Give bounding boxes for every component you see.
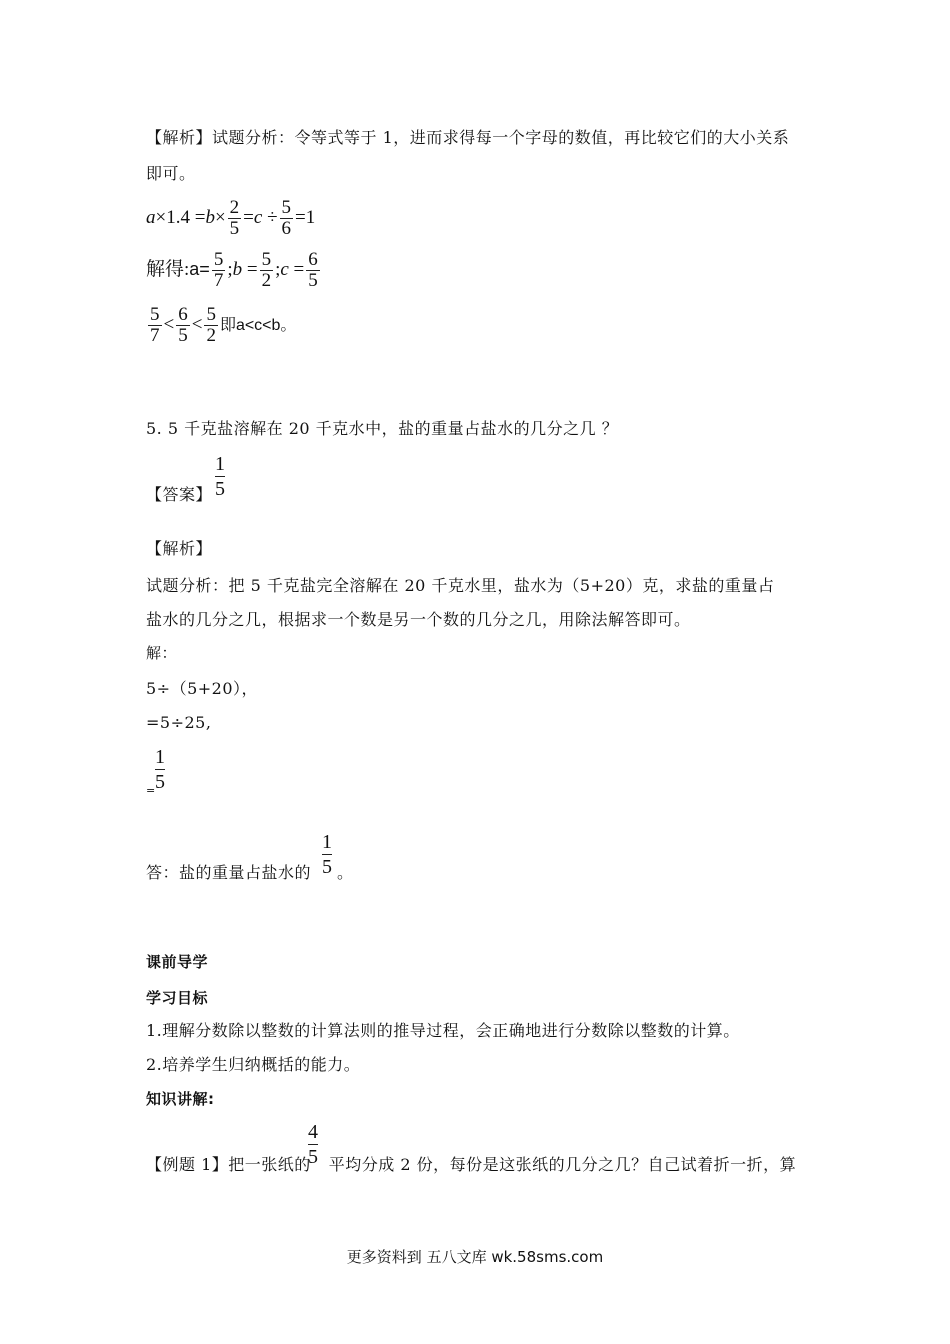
solution-fraction: 1 5	[155, 746, 165, 793]
question-5: 5. 5 千克盐溶解在 20 千克水中，盐的重量占盐水的几分之几 ？	[146, 419, 619, 438]
fraction-5-6: $\frac{5}{6}$	[281, 197, 291, 239]
fraction-2-5: $\frac{2}{5}$	[229, 197, 240, 239]
example-fraction: 4 5	[308, 1121, 318, 1168]
solution-label: 解：	[146, 644, 178, 662]
analysis-text-1: 试题分析：把 5 千克盐完全溶解在 20 千克水里，盐水为（5+20）克，求盐的重量占	[146, 576, 775, 595]
section-title: 课前导学	[146, 953, 209, 971]
goal-2: 2.培养学生归纳概括的能力。	[146, 1055, 361, 1074]
goal-1: 1.理解分数除以整数的计算法则的推导过程，会正确地进行分数除以整数的计算。	[146, 1021, 740, 1040]
final-answer: 答：盐的重量占盐水的 。	[146, 863, 354, 882]
analysis-line-2: 即可。	[146, 164, 196, 183]
goals-title: 学习目标	[146, 989, 209, 1007]
example-1: 【例题 1】把一张纸的 平均分成 2 份，每份是这张纸的几分之几？自己试着折一折，算	[146, 1155, 797, 1174]
solution-step-1: 5÷（5+20），	[146, 679, 259, 698]
solution-step-3-eq: =	[146, 784, 156, 797]
analysis-text-2: 盐水的几分之几，根据求一个数是另一个数的几分之几，用除法解答即可。	[146, 610, 691, 629]
knowledge-title: 知识讲解:	[146, 1090, 215, 1108]
equation-1: a×1.4 =b× $\frac{2}{5}$ =c ÷ $\frac{5}{6}$ =1	[146, 197, 316, 239]
analysis-label: 【解析】	[146, 539, 213, 558]
final-fraction: 1 5	[322, 831, 332, 878]
equation-2: 解得:a= $\frac{5}{7}$ ;b = $\frac{5}{2}$ ;c = $\frac{6}{5}$	[146, 249, 318, 291]
answer-label: 【答案】	[146, 485, 213, 504]
solution-step-2: =5÷25,	[146, 713, 212, 732]
footer-text: 更多资料到 五八文库 wk.58sms.com	[346, 1248, 604, 1266]
equation-3: $\frac{5}{7}$ < $\frac{6}{5}$ < $\frac{5}{2}$ 即a<c<b。	[150, 304, 297, 346]
analysis-line-1: 【解析】试题分析：令等式等于 1，进而求得每一个字母的数值，再比较它们的大小关系	[146, 128, 790, 147]
answer-fraction: 1 5	[215, 453, 225, 500]
